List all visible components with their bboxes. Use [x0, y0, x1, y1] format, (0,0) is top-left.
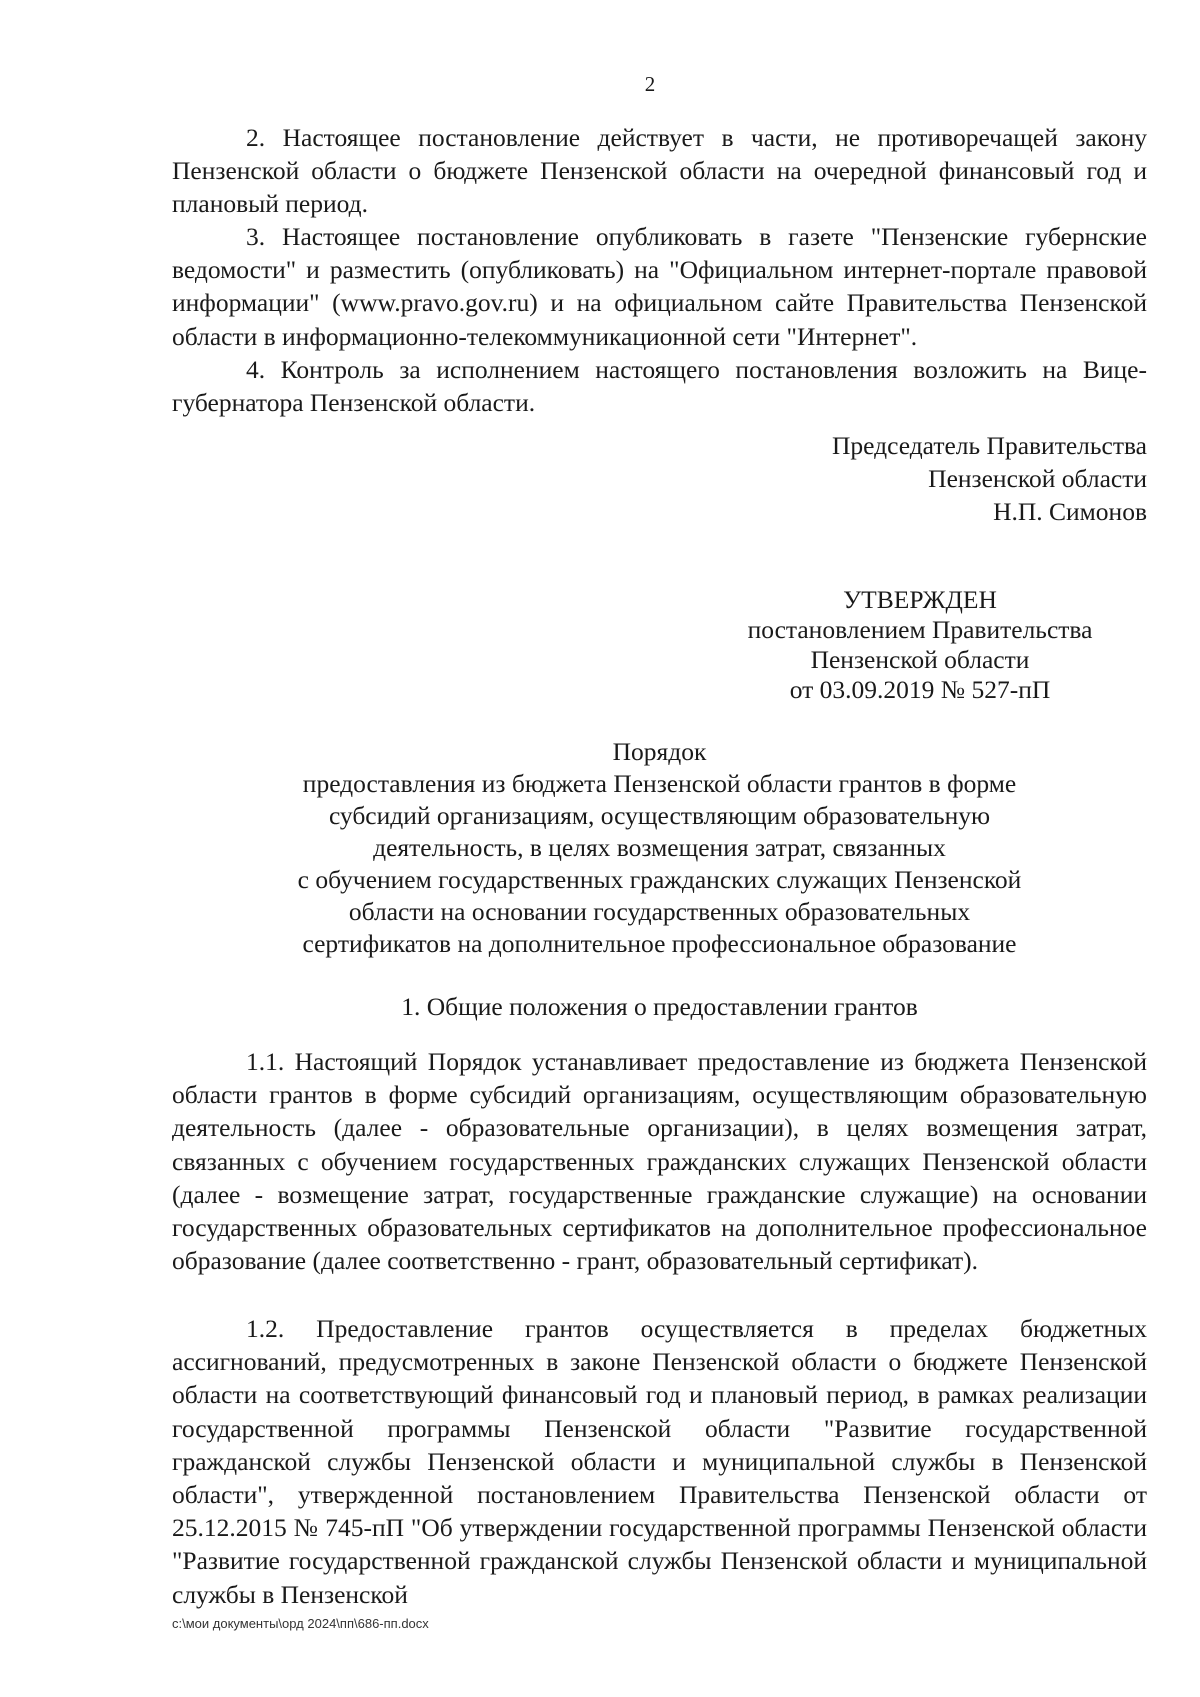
approved-line-1: постановлением Правительства — [747, 615, 1093, 644]
paragraph-3: 3. Настоящее постановление опубликовать в газете "Пензенские губернские ведомости" и разместить (опубликовать) на "Официальном интернет-портале правовой информации" (www.pravo.gov.ru) и на официальном сайте Правительства Пензенской области в информационно-телекоммуникационной сети "Интернет". — [172, 222, 1147, 351]
footer-file-path: c:\мои документы\орд 2024\пп\686-пп.docx — [172, 1616, 429, 1631]
title-line-1: предоставления из бюджета Пензенской области грантов в форме — [302, 769, 1017, 798]
signature-position: Председатель Правительства — [831, 431, 1147, 460]
approved-heading: УТВЕРЖДЕН — [843, 585, 997, 614]
signature-name: Н.П. Симонов — [993, 497, 1147, 526]
title-line-2: субсидий организациям, осуществляющим образовательную — [328, 801, 991, 830]
title-word: Порядок — [612, 737, 707, 766]
section-heading: 1. Общие положения о предоставлении грантов — [401, 992, 918, 1021]
paragraph-1-2: 1.2. Предоставление грантов осуществляется в пределах бюджетных ассигнований, предусмотренных в законе Пензенской области о бюджете Пензенской области на соответствующий финансовый год и плановый период, в рамках реализации государственной программы Пензенской области "Развитие государственной гражданской службы Пензенской области и муниципальной службы в Пензенской области", утвержденной постановлением Правительства Пензенской области от 25.12.2015 № 745-пП "Об утверждении государственной программы Пензенской области "Развитие государственной гражданской службы Пензенской области и муниципальной службы в Пензенской — [172, 1314, 1147, 1609]
title-line-5: области на основании государственных образовательных — [348, 897, 971, 926]
page-number: 2 — [644, 72, 656, 96]
approved-line-2: Пензенской области — [810, 645, 1030, 674]
title-line-4: с обучением государственных гражданских служащих Пензенской — [297, 865, 1022, 894]
paragraph-1-1: 1.1. Настоящий Порядок устанавливает предоставление из бюджета Пензенской области грантов в форме субсидий организациям, осуществляющим образовательную деятельность (далее - образовательные организации), в целях возмещения затрат, связанных с обучением государственных гражданских служащих Пензенской области (далее - возмещение затрат, государственные гражданские служащие) на основании государственных образовательных сертификатов на дополнительное профессиональное образование (далее соответственно - грант, образовательный сертификат). — [172, 1047, 1147, 1276]
signature-region: Пензенской области — [928, 464, 1147, 493]
title-line-3: деятельность, в целях возмещения затрат, связанных — [373, 833, 946, 862]
paragraph-2: 2. Настоящее постановление действует в части, не противоречащей закону Пензенской области о бюджете Пензенской области на очередной финансовый год и плановый период. — [172, 123, 1147, 219]
paragraph-4: 4. Контроль за исполнением настоящего постановления возложить на Вице-губернатора Пензенской области. — [172, 355, 1147, 418]
approved-line-3: от 03.09.2019 № 527-пП — [789, 675, 1051, 704]
title-line-6: сертификатов на дополнительное профессиональное образование — [302, 929, 1017, 958]
